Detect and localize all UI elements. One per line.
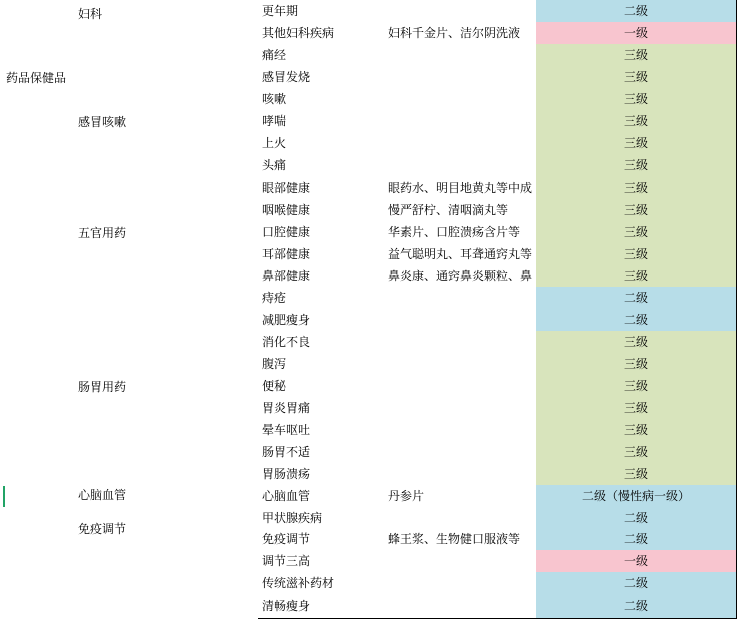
examples-cell[interactable] bbox=[384, 221, 537, 244]
examples-cell[interactable] bbox=[384, 507, 537, 530]
item-cell[interactable] bbox=[258, 572, 385, 595]
group-label: 免疫调节 bbox=[78, 522, 127, 536]
category-cell[interactable] bbox=[4, 0, 75, 618]
examples-cell[interactable] bbox=[384, 243, 537, 266]
item-label: 痛经 bbox=[262, 48, 287, 62]
item-cell[interactable] bbox=[258, 507, 385, 530]
level-label: 三级 bbox=[623, 379, 648, 393]
level-label: 一级 bbox=[623, 554, 648, 568]
examples-cell[interactable] bbox=[384, 287, 537, 310]
level-label: 三级 bbox=[623, 136, 648, 150]
level-cell[interactable] bbox=[536, 550, 737, 573]
examples-label: 眼药水、明目地黄丸等中成 bbox=[388, 181, 533, 195]
examples-label: 蜂王浆、生物健口服液等 bbox=[388, 532, 521, 546]
item-cell[interactable] bbox=[258, 0, 385, 23]
item-cell[interactable] bbox=[258, 44, 385, 67]
level-cell[interactable] bbox=[536, 572, 737, 595]
level-cell[interactable] bbox=[536, 397, 737, 420]
level-cell[interactable] bbox=[536, 0, 737, 23]
level-label: 三级 bbox=[623, 114, 648, 128]
item-cell[interactable] bbox=[258, 529, 385, 551]
examples-cell[interactable] bbox=[384, 0, 537, 23]
level-cell[interactable] bbox=[536, 177, 737, 200]
level-label: 二级 bbox=[623, 4, 648, 18]
item-label: 胃肠溃疡 bbox=[262, 467, 311, 481]
examples-cell[interactable] bbox=[384, 353, 537, 376]
examples-label: 妇科千金片、洁尔阴洗液 bbox=[388, 26, 521, 40]
group-cell-cold-cough[interactable] bbox=[74, 66, 259, 178]
level-cell[interactable] bbox=[536, 507, 737, 530]
item-label: 胃炎胃痛 bbox=[262, 401, 311, 415]
examples-label: 慢严舒柠、清咽滴丸等 bbox=[388, 203, 509, 217]
row-selection-indicator bbox=[3, 486, 5, 507]
level-cell[interactable] bbox=[536, 88, 737, 111]
examples-label: 益气聪明丸、耳聋通窍丸等 bbox=[388, 247, 533, 261]
level-label: 三级 bbox=[623, 269, 648, 283]
level-label: 三级 bbox=[623, 70, 648, 84]
level-cell[interactable] bbox=[536, 110, 737, 133]
examples-cell[interactable] bbox=[384, 441, 537, 464]
examples-cell[interactable] bbox=[384, 529, 537, 551]
item-cell[interactable] bbox=[258, 66, 385, 89]
item-label: 甲状腺疾病 bbox=[262, 511, 323, 525]
examples-cell[interactable] bbox=[384, 419, 537, 442]
level-label: 三级 bbox=[623, 467, 648, 481]
examples-cell[interactable] bbox=[384, 309, 537, 332]
examples-cell[interactable] bbox=[384, 265, 537, 288]
level-label: 二级 bbox=[623, 576, 648, 590]
level-cell[interactable] bbox=[536, 463, 737, 486]
level-cell[interactable] bbox=[536, 243, 737, 266]
item-label: 鼻部健康 bbox=[262, 269, 311, 283]
examples-cell[interactable] bbox=[384, 154, 537, 178]
item-label: 眼部健康 bbox=[262, 181, 311, 195]
examples-label: 鼻炎康、通窍鼻炎颗粒、鼻 bbox=[388, 269, 533, 283]
examples-cell[interactable] bbox=[384, 88, 537, 111]
group-cell-gastro[interactable] bbox=[74, 287, 259, 486]
item-cell[interactable] bbox=[258, 419, 385, 442]
level-cell[interactable] bbox=[536, 529, 737, 551]
item-cell[interactable] bbox=[258, 441, 385, 464]
level-cell[interactable] bbox=[536, 132, 737, 155]
level-cell[interactable] bbox=[536, 22, 737, 45]
level-label: 二级 bbox=[623, 313, 648, 327]
level-cell[interactable] bbox=[536, 331, 737, 354]
item-label: 清畅瘦身 bbox=[262, 599, 311, 613]
item-cell[interactable] bbox=[258, 243, 385, 266]
level-cell[interactable] bbox=[536, 594, 737, 619]
examples-cell[interactable] bbox=[384, 572, 537, 595]
level-label: 一级 bbox=[623, 26, 648, 40]
group-label: 心脑血管 bbox=[78, 488, 127, 502]
item-cell[interactable] bbox=[258, 221, 385, 244]
group-cell-facial-features[interactable] bbox=[74, 177, 259, 288]
item-label: 更年期 bbox=[262, 4, 299, 18]
level-cell[interactable] bbox=[536, 375, 737, 398]
group-label: 感冒咳嗽 bbox=[78, 115, 127, 129]
item-cell[interactable] bbox=[258, 353, 385, 376]
level-label: 三级 bbox=[623, 158, 648, 172]
examples-cell[interactable] bbox=[384, 132, 537, 155]
item-cell[interactable] bbox=[258, 331, 385, 354]
item-cell[interactable] bbox=[258, 397, 385, 420]
item-label: 头痛 bbox=[262, 158, 287, 172]
level-label: 二级 bbox=[623, 291, 648, 305]
examples-label: 丹参片 bbox=[388, 489, 425, 503]
item-cell[interactable] bbox=[258, 594, 385, 619]
examples-cell[interactable] bbox=[384, 594, 537, 619]
item-label: 肠胃不适 bbox=[262, 445, 311, 459]
item-cell[interactable] bbox=[258, 177, 385, 200]
level-label: 三级 bbox=[623, 92, 648, 106]
item-label: 感冒发烧 bbox=[262, 70, 311, 84]
item-cell[interactable] bbox=[258, 265, 385, 288]
level-cell[interactable] bbox=[536, 221, 737, 244]
category-label: 药品保健品 bbox=[6, 70, 67, 85]
item-label: 耳部健康 bbox=[262, 247, 311, 261]
level-label: 三级 bbox=[623, 445, 648, 459]
level-cell[interactable] bbox=[536, 419, 737, 442]
level-cell[interactable] bbox=[536, 265, 737, 288]
level-label: 二级 bbox=[623, 511, 648, 525]
level-label: 三级 bbox=[623, 225, 648, 239]
examples-cell[interactable] bbox=[384, 331, 537, 354]
item-label: 痔疮 bbox=[262, 291, 287, 305]
level-label: 三级 bbox=[623, 357, 648, 371]
examples-cell[interactable] bbox=[384, 177, 537, 200]
level-cell[interactable] bbox=[536, 441, 737, 464]
level-label: 二级 bbox=[623, 532, 648, 546]
item-label: 咳嗽 bbox=[262, 92, 287, 106]
examples-cell[interactable] bbox=[384, 463, 537, 486]
level-cell[interactable] bbox=[536, 309, 737, 332]
item-label: 免疫调节 bbox=[262, 532, 311, 546]
level-cell[interactable] bbox=[536, 66, 737, 89]
group-label: 妇科 bbox=[78, 7, 103, 21]
examples-cell[interactable] bbox=[384, 66, 537, 89]
examples-cell[interactable] bbox=[384, 485, 537, 508]
item-label: 哮喘 bbox=[262, 114, 287, 128]
item-cell[interactable] bbox=[258, 550, 385, 573]
item-label: 传统滋补药材 bbox=[262, 576, 335, 590]
group-cell-gynecology[interactable] bbox=[74, 0, 259, 67]
level-label: 三级 bbox=[623, 181, 648, 195]
item-cell[interactable] bbox=[258, 287, 385, 310]
level-cell[interactable] bbox=[536, 44, 737, 67]
item-label: 其他妇科疾病 bbox=[262, 26, 335, 40]
item-label: 咽喉健康 bbox=[262, 203, 311, 217]
level-cell[interactable] bbox=[536, 154, 737, 178]
examples-cell[interactable] bbox=[384, 375, 537, 398]
item-label: 上火 bbox=[262, 136, 287, 150]
level-label: 三级 bbox=[623, 335, 648, 349]
item-cell[interactable] bbox=[258, 154, 385, 178]
item-label: 口腔健康 bbox=[262, 225, 311, 239]
examples-label: 华素片、口腔溃疡含片等 bbox=[388, 225, 521, 239]
item-cell[interactable] bbox=[258, 485, 385, 508]
group-label: 五官用药 bbox=[78, 225, 127, 240]
examples-cell[interactable] bbox=[384, 550, 537, 573]
group-cell-immunity[interactable] bbox=[74, 507, 259, 551]
item-cell[interactable] bbox=[258, 110, 385, 133]
level-label: 三级 bbox=[623, 401, 648, 415]
examples-cell[interactable] bbox=[384, 199, 537, 222]
item-label: 减肥瘦身 bbox=[262, 313, 311, 327]
item-cell[interactable] bbox=[258, 199, 385, 222]
item-label: 心脑血管 bbox=[262, 489, 311, 503]
item-cell[interactable] bbox=[258, 463, 385, 486]
examples-cell[interactable] bbox=[384, 22, 537, 45]
level-label: 三级 bbox=[623, 48, 648, 62]
level-cell[interactable] bbox=[536, 287, 737, 310]
examples-cell[interactable] bbox=[384, 44, 537, 67]
level-cell[interactable] bbox=[536, 199, 737, 222]
item-label: 消化不良 bbox=[262, 335, 311, 349]
level-label: 二级（慢性病一级） bbox=[581, 489, 690, 503]
item-label: 调节三高 bbox=[262, 554, 311, 568]
level-label: 二级 bbox=[623, 599, 648, 613]
item-cell[interactable] bbox=[258, 88, 385, 111]
item-cell[interactable] bbox=[258, 375, 385, 398]
examples-cell[interactable] bbox=[384, 110, 537, 133]
item-cell[interactable] bbox=[258, 132, 385, 155]
item-cell[interactable] bbox=[258, 309, 385, 332]
level-label: 三级 bbox=[623, 247, 648, 261]
group-label: 肠胃用药 bbox=[78, 379, 127, 394]
level-label: 三级 bbox=[623, 203, 648, 217]
level-label: 三级 bbox=[623, 423, 648, 437]
group-cell-cardio[interactable] bbox=[74, 485, 259, 508]
item-label: 晕车呕吐 bbox=[262, 423, 311, 437]
item-label: 腹泻 bbox=[262, 357, 287, 371]
item-label: 便秘 bbox=[262, 379, 287, 393]
examples-cell[interactable] bbox=[384, 397, 537, 420]
level-cell[interactable] bbox=[536, 485, 737, 508]
level-cell[interactable] bbox=[536, 353, 737, 376]
group-cell-empty[interactable] bbox=[74, 550, 259, 618]
item-cell[interactable] bbox=[258, 22, 385, 45]
